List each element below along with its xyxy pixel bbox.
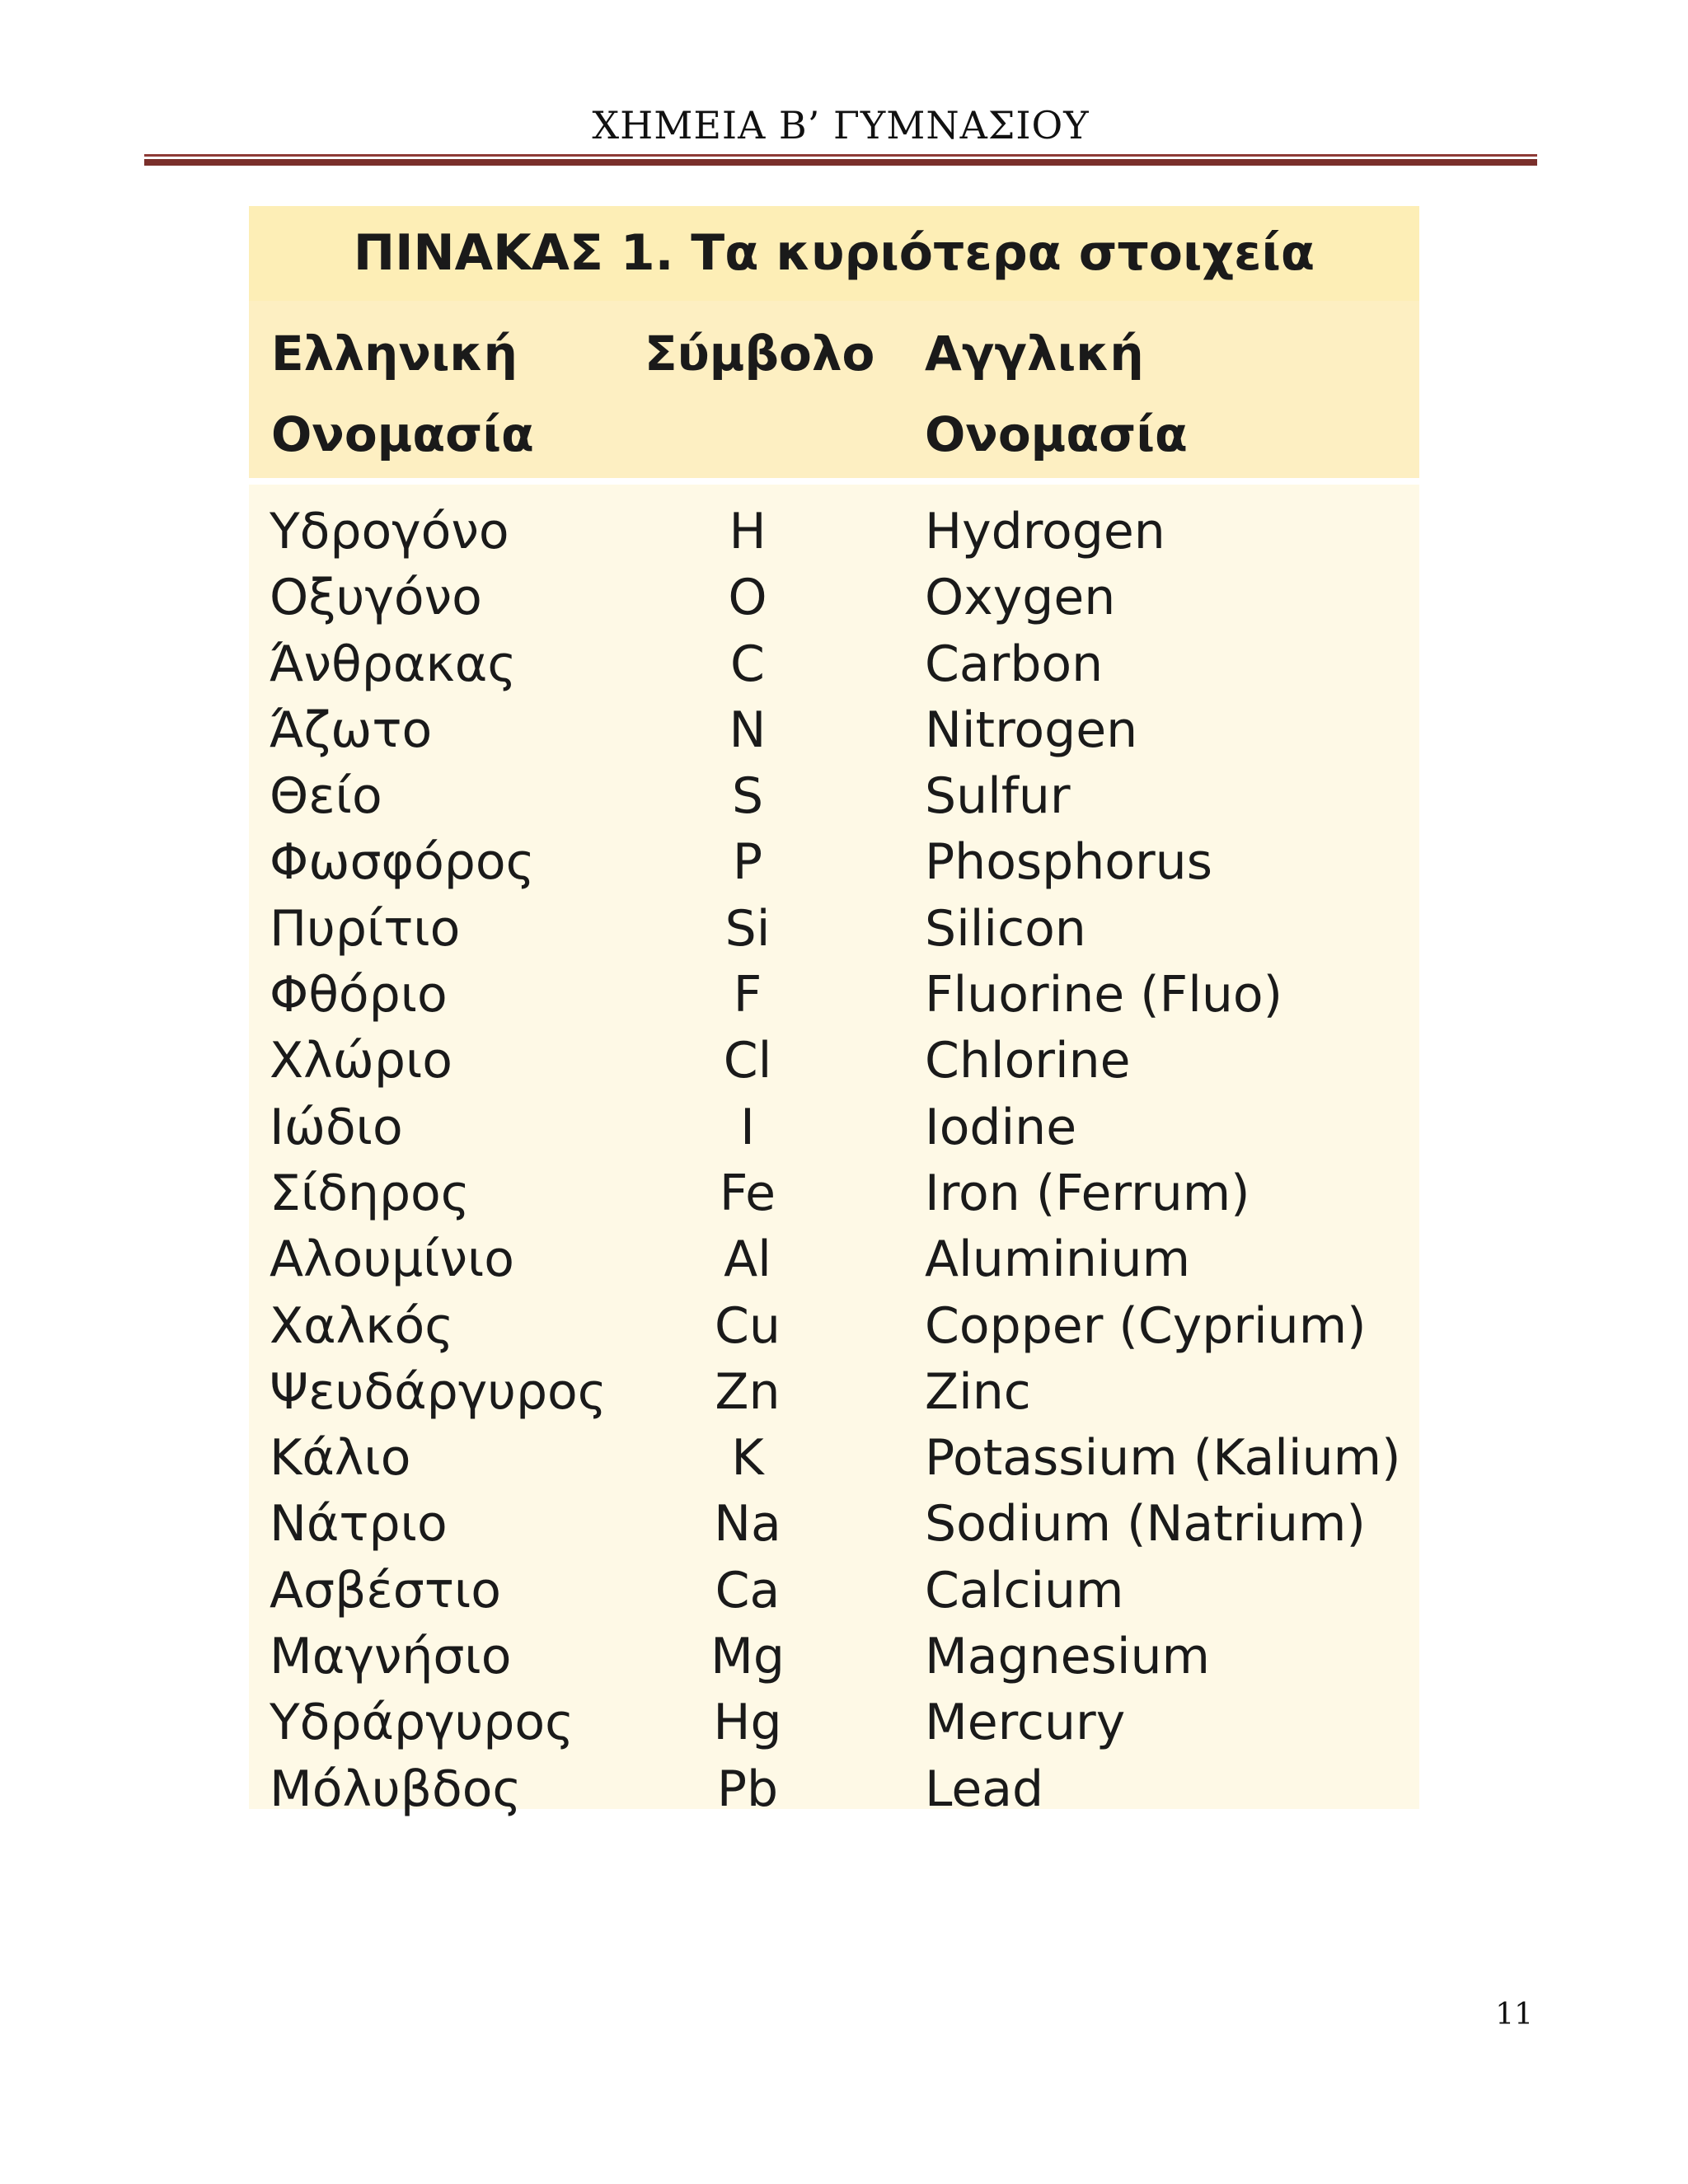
symbol-cell: P <box>732 833 763 892</box>
symbol-cell: Na <box>714 1495 781 1554</box>
symbol-cell: N <box>729 701 767 759</box>
symbol-cell: S <box>731 767 764 826</box>
greek-name-cell: Νάτριο <box>270 1495 448 1554</box>
greek-name-cell: Χαλκός <box>270 1296 454 1355</box>
english-name-cell: Iodine <box>925 1098 1077 1156</box>
header-rule-thin <box>144 154 1537 157</box>
english-name-cell: Nitrogen <box>925 701 1138 759</box>
greek-name-cell: Κάλιο <box>270 1429 411 1488</box>
greek-name-cell: Σίδηρος <box>270 1164 470 1222</box>
english-name-cell: Copper (Cyprium) <box>925 1296 1367 1355</box>
greek-name-cell: Οξυγόνο <box>270 569 482 627</box>
english-name-cell: Silicon <box>925 899 1086 958</box>
column-header-greek-line2: Ονομασία <box>271 406 534 462</box>
greek-name-cell: Μόλυβδος <box>270 1760 522 1818</box>
greek-name-cell: Άνθρακας <box>270 635 517 693</box>
symbol-cell: Al <box>724 1230 771 1289</box>
table-row <box>249 1690 1419 1755</box>
column-header-symbol <box>645 313 892 394</box>
column-header-greek-line1: Ελληνική <box>271 326 518 382</box>
greek-name-cell: Ασβέστιο <box>270 1561 501 1619</box>
symbol-cell: Hg <box>713 1694 782 1752</box>
greek-name-cell: Ιώδιο <box>270 1098 403 1156</box>
symbol-cell: Cu <box>715 1296 781 1355</box>
english-name-cell: Iron (Ferrum) <box>925 1164 1250 1222</box>
column-header-symbol-label: Σύμβολο <box>645 326 875 382</box>
english-name-cell: Sulfur <box>925 767 1071 826</box>
english-name-cell: Lead <box>925 1760 1044 1818</box>
symbol-cell: Zn <box>715 1362 781 1421</box>
table-row <box>249 1624 1419 1690</box>
symbol-cell: O <box>728 569 767 627</box>
english-name-cell: Calcium <box>925 1561 1124 1619</box>
english-name-cell: Fluorine (Fluo) <box>925 966 1283 1024</box>
symbol-cell: I <box>740 1098 755 1156</box>
table-body <box>249 499 1419 1822</box>
symbol-cell: Cl <box>723 1032 772 1090</box>
english-name-cell: Sodium (Natrium) <box>925 1495 1366 1554</box>
table-row <box>249 1293 1419 1359</box>
symbol-cell: Ca <box>715 1561 781 1619</box>
page-header-title: ΧΗΜΕΙΑ Β’ ΓΥΜΝΑΣΙΟΥ <box>592 103 1090 148</box>
column-header-english-line1: Αγγλική <box>925 326 1144 382</box>
table-row <box>249 697 1419 763</box>
english-name-cell: Phosphorus <box>925 833 1212 892</box>
table-title: ΠΙΝΑΚΑΣ 1. Τα κυριότερα στοιχεία <box>353 224 1315 282</box>
english-name-cell: Potassium (Kalium) <box>925 1429 1401 1488</box>
table-row <box>249 1160 1419 1226</box>
table-row <box>249 1558 1419 1624</box>
english-name-cell: Mercury <box>925 1694 1126 1752</box>
table-row <box>249 499 1419 565</box>
english-name-cell: Oxygen <box>925 569 1116 627</box>
page-number: 11 <box>1495 1998 1533 2032</box>
header-divider <box>249 478 1419 485</box>
table-row <box>249 896 1419 962</box>
symbol-cell: H <box>729 503 767 560</box>
symbol-cell: Fe <box>719 1164 776 1222</box>
greek-name-cell: Ψευδάργυρος <box>270 1362 607 1421</box>
column-header-english-line2: Ονομασία <box>925 406 1188 462</box>
table-row <box>249 1359 1419 1425</box>
table-row <box>249 1425 1419 1491</box>
symbol-cell: Si <box>724 899 771 958</box>
table-row <box>249 763 1419 829</box>
table-row <box>249 829 1419 895</box>
table-row <box>249 1226 1419 1292</box>
english-name-cell: Aluminium <box>925 1230 1191 1289</box>
elements-table-figure <box>249 206 1419 1818</box>
english-name-cell: Chlorine <box>925 1032 1131 1090</box>
greek-name-cell: Μαγνήσιο <box>270 1628 512 1686</box>
english-name-cell: Hydrogen <box>925 503 1165 560</box>
column-header-english-name <box>925 313 1386 475</box>
header-rule <box>144 154 1537 166</box>
greek-name-cell: Φθόριο <box>270 966 448 1024</box>
table-row <box>249 1094 1419 1160</box>
symbol-cell: Mg <box>710 1628 785 1686</box>
greek-name-cell: Θείο <box>270 767 382 826</box>
symbol-cell: C <box>730 635 765 693</box>
greek-name-cell: Αλουμίνιο <box>270 1230 514 1289</box>
table-row <box>249 962 1419 1028</box>
greek-name-cell: Υδρογόνο <box>270 503 509 560</box>
english-name-cell: Carbon <box>925 635 1104 693</box>
table-row <box>249 1028 1419 1094</box>
symbol-cell: F <box>733 966 762 1024</box>
symbol-cell: Pb <box>716 1760 779 1818</box>
table-row <box>249 1756 1419 1822</box>
symbol-cell: K <box>731 1429 764 1488</box>
greek-name-cell: Υδράργυρος <box>270 1694 574 1752</box>
english-name-cell: Zinc <box>925 1362 1031 1421</box>
header-rule-thick <box>144 159 1537 166</box>
greek-name-cell: Πυρίτιο <box>270 899 461 958</box>
table-row <box>249 1491 1419 1557</box>
table-row <box>249 565 1419 630</box>
english-name-cell: Magnesium <box>925 1628 1210 1686</box>
greek-name-cell: Φωσφόρος <box>270 833 535 892</box>
table-row <box>249 631 1419 697</box>
column-header-greek-name <box>271 313 617 475</box>
greek-name-cell: Χλώριο <box>270 1032 452 1090</box>
greek-name-cell: Άζωτο <box>270 701 433 759</box>
